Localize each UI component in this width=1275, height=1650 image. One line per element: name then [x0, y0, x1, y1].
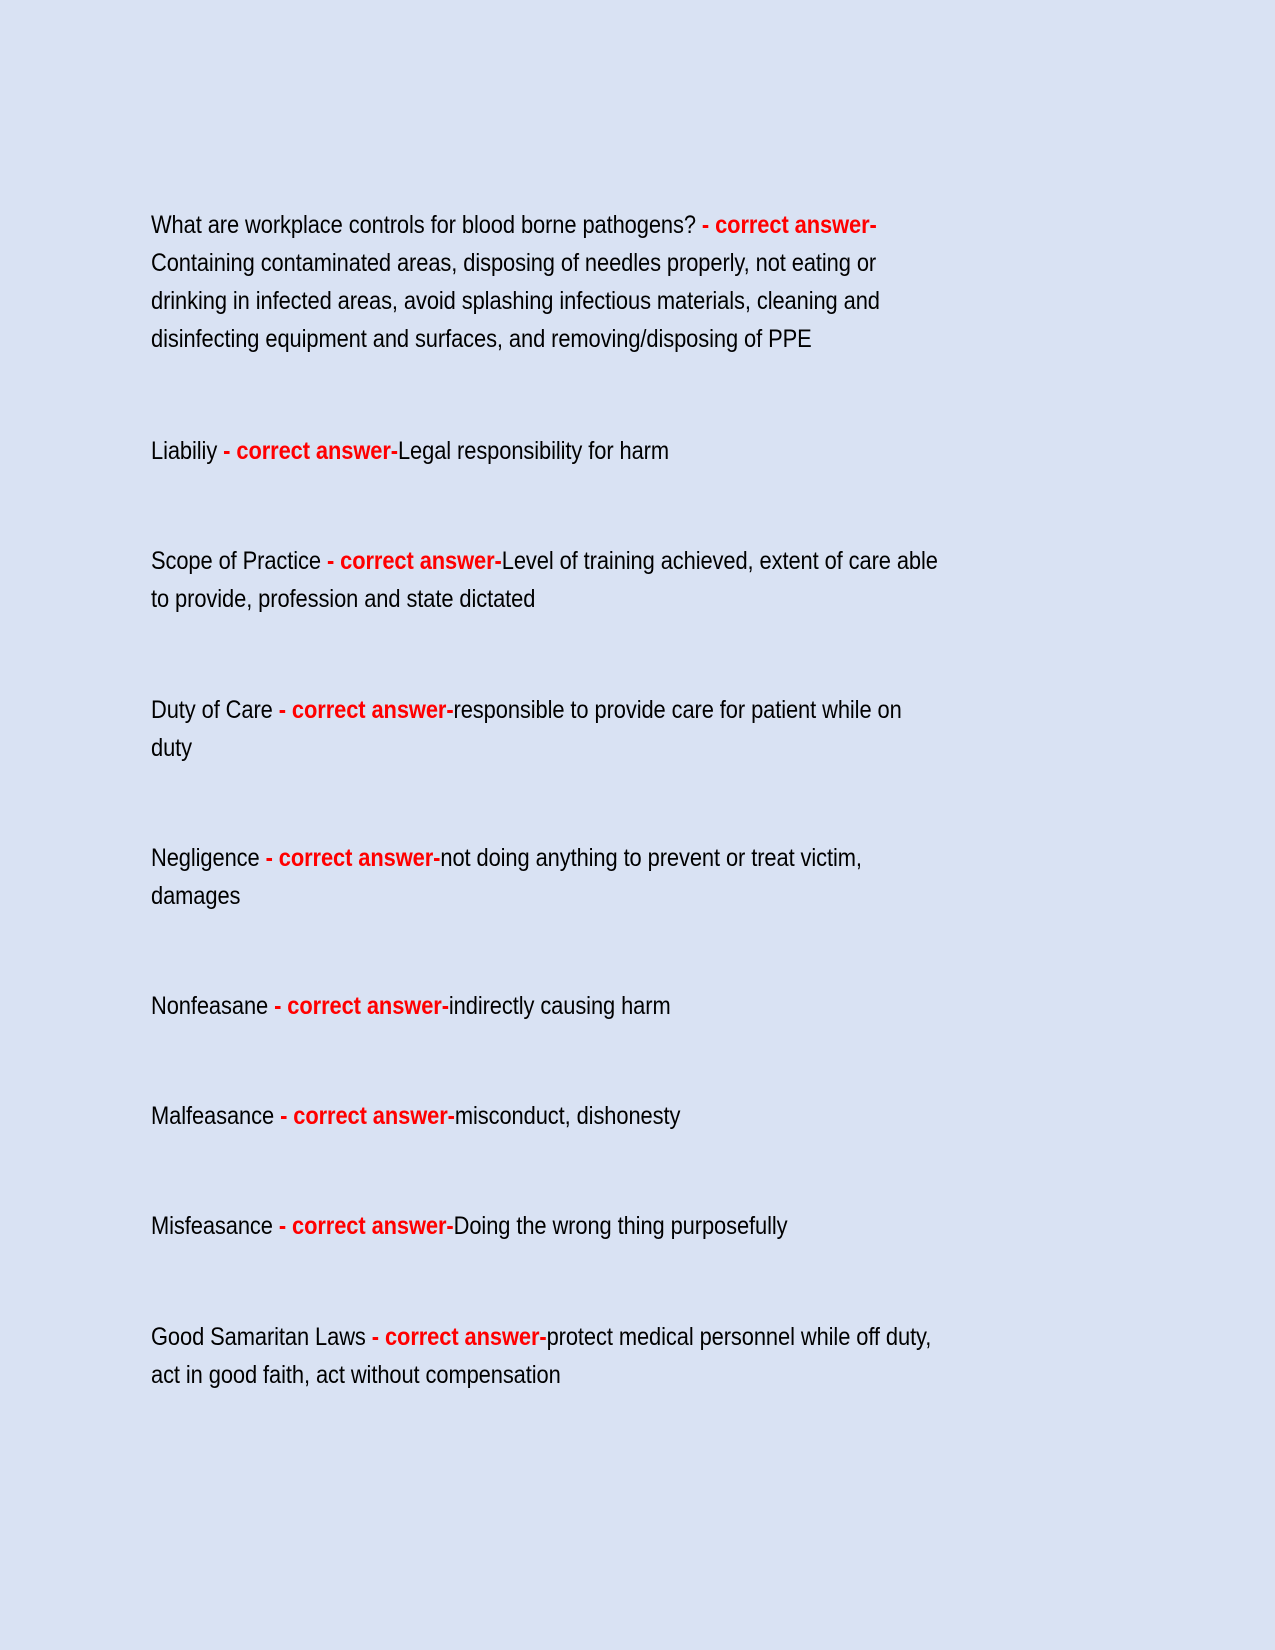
qa-line — [151, 1097, 1026, 1135]
correct-answer-separator: - correct answer- — [278, 696, 454, 724]
answer-text: duty — [151, 734, 193, 762]
qa-item-misfeasance — [151, 1207, 1151, 1245]
answer-text: act in good faith, act without compensation — [151, 1361, 561, 1389]
correct-answer-separator: - correct answer- — [280, 1102, 455, 1130]
answer-text: Doing the wrong thing purposefully — [453, 1212, 788, 1240]
question-term: Good Samaritan Laws — [151, 1323, 372, 1351]
correct-answer-separator: - correct answer- — [371, 1323, 547, 1351]
qa-item-scope-of-practice — [151, 542, 1151, 618]
qa-line — [151, 839, 1026, 877]
answer-text: Level of training achieved, extent of care able — [501, 547, 938, 575]
correct-answer-separator: - correct answer- — [278, 1212, 454, 1240]
qa-line — [151, 206, 1026, 244]
answer-text: not doing anything to prevent or treat victim, — [440, 844, 862, 872]
question-term: Scope of Practice — [151, 547, 327, 575]
answer-text: Legal responsibility for harm — [397, 437, 669, 465]
answer-text: disinfecting equipment and surfaces, and removing/disposing of PPE — [151, 325, 812, 353]
question-term: Liabiliy — [151, 437, 224, 465]
correct-answer-separator: - correct answer- — [701, 211, 877, 239]
qa-item-good-samaritan-laws — [151, 1318, 1151, 1394]
correct-answer-separator: - correct answer- — [274, 992, 449, 1020]
qa-line — [151, 729, 1026, 767]
qa-item-nonfeasance — [151, 987, 1151, 1025]
question-term: What are workplace controls for blood borne pathogens? — [151, 211, 702, 239]
correct-answer-separator: - correct answer- — [265, 844, 441, 872]
qa-item-workplace-controls — [151, 206, 1151, 358]
answer-text: protect medical personnel while off duty, — [546, 1323, 932, 1351]
qa-line — [151, 1318, 1026, 1356]
qa-line — [151, 877, 1026, 915]
qa-line — [151, 282, 1026, 320]
qa-line — [151, 580, 1026, 618]
qa-item-duty-of-care — [151, 691, 1151, 767]
question-term: Nonfeasane — [151, 992, 275, 1020]
question-term: Duty of Care — [151, 696, 279, 724]
qa-line — [151, 987, 1026, 1025]
answer-text: damages — [151, 882, 241, 910]
qa-line — [151, 1207, 1026, 1245]
question-term: Misfeasance — [151, 1212, 279, 1240]
answer-text: Containing contaminated areas, disposing of needles properly, not eating or — [151, 249, 877, 277]
answer-text: indirectly causing harm — [448, 992, 671, 1020]
qa-line — [151, 691, 1026, 729]
question-term: Negligence — [151, 844, 266, 872]
answer-text: to provide, profession and state dictated — [151, 585, 536, 613]
qa-line — [151, 542, 1026, 580]
answer-text: misconduct, dishonesty — [454, 1102, 681, 1130]
qa-line — [151, 432, 1026, 470]
answer-text: drinking in infected areas, avoid splashing infectious materials, cleaning and — [151, 287, 880, 315]
qa-item-liability — [151, 432, 1151, 470]
qa-item-malfeasance — [151, 1097, 1151, 1135]
correct-answer-separator: - correct answer- — [223, 437, 398, 465]
qa-line — [151, 320, 1026, 358]
qa-item-negligence — [151, 839, 1151, 915]
question-term: Malfeasance — [151, 1102, 281, 1130]
qa-line — [151, 244, 1026, 282]
correct-answer-separator: - correct answer- — [326, 547, 502, 575]
qa-line — [151, 1356, 1026, 1394]
answer-text: responsible to provide care for patient while on — [453, 696, 902, 724]
